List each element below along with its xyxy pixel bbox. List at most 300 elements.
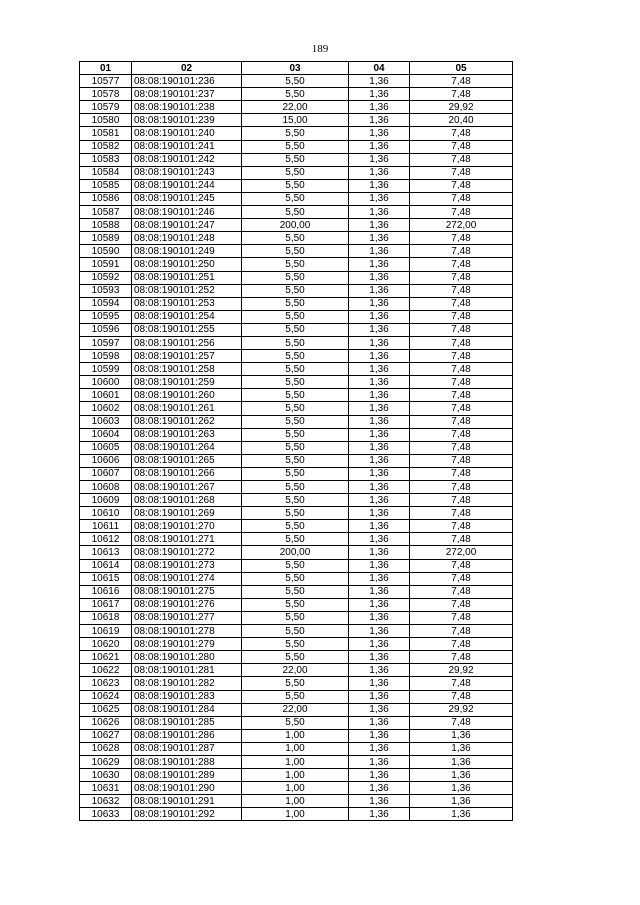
cell-cadastral-id: 08:08:190101:272 bbox=[132, 546, 242, 559]
table-row bbox=[80, 127, 513, 140]
table-row bbox=[80, 245, 513, 258]
cell-number: 10615 bbox=[80, 572, 132, 585]
cell-value-04: 1,36 bbox=[349, 376, 410, 389]
cell-number: 10599 bbox=[80, 363, 132, 376]
cell-cadastral-id: 08:08:190101:258 bbox=[132, 363, 242, 376]
cell-cadastral-id: 08:08:190101:269 bbox=[132, 507, 242, 520]
cell-cadastral-id: 08:08:190101:256 bbox=[132, 336, 242, 349]
cell-value-03: 5,50 bbox=[242, 245, 349, 258]
cell-value-04: 1,36 bbox=[349, 75, 410, 88]
table-row bbox=[80, 323, 513, 336]
cell-value-05: 7,48 bbox=[410, 402, 513, 415]
cell-number: 10627 bbox=[80, 729, 132, 742]
table-row bbox=[80, 533, 513, 546]
cell-cadastral-id: 08:08:190101:262 bbox=[132, 415, 242, 428]
cell-value-05: 7,48 bbox=[410, 284, 513, 297]
cell-value-03: 5,50 bbox=[242, 494, 349, 507]
cell-value-03: 5,50 bbox=[242, 336, 349, 349]
table-row bbox=[80, 114, 513, 127]
cell-value-04: 1,36 bbox=[349, 179, 410, 192]
cell-value-04: 1,36 bbox=[349, 153, 410, 166]
cell-value-03: 200,00 bbox=[242, 219, 349, 232]
cell-value-05: 7,48 bbox=[410, 166, 513, 179]
cell-number: 10631 bbox=[80, 782, 132, 795]
table-row bbox=[80, 507, 513, 520]
cell-value-03: 5,50 bbox=[242, 127, 349, 140]
cell-value-04: 1,36 bbox=[349, 88, 410, 101]
cell-cadastral-id: 08:08:190101:259 bbox=[132, 376, 242, 389]
table-row bbox=[80, 651, 513, 664]
cell-value-04: 1,36 bbox=[349, 101, 410, 114]
table-row bbox=[80, 755, 513, 768]
cell-value-04: 1,36 bbox=[349, 769, 410, 782]
table-row bbox=[80, 742, 513, 755]
table-row bbox=[80, 664, 513, 677]
cell-value-04: 1,36 bbox=[349, 415, 410, 428]
cell-cadastral-id: 08:08:190101:247 bbox=[132, 219, 242, 232]
column-header-02: 02 bbox=[132, 62, 242, 75]
cell-value-05: 7,48 bbox=[410, 88, 513, 101]
cell-value-04: 1,36 bbox=[349, 127, 410, 140]
cell-number: 10614 bbox=[80, 559, 132, 572]
cell-number: 10589 bbox=[80, 232, 132, 245]
cell-cadastral-id: 08:08:190101:241 bbox=[132, 140, 242, 153]
cell-value-05: 7,48 bbox=[410, 585, 513, 598]
cell-value-05: 7,48 bbox=[410, 350, 513, 363]
cell-value-05: 7,48 bbox=[410, 481, 513, 494]
cell-value-03: 22,00 bbox=[242, 101, 349, 114]
cell-number: 10602 bbox=[80, 402, 132, 415]
cell-value-05: 7,48 bbox=[410, 310, 513, 323]
cell-number: 10624 bbox=[80, 690, 132, 703]
table-row bbox=[80, 625, 513, 638]
cell-number: 10613 bbox=[80, 546, 132, 559]
table-row bbox=[80, 232, 513, 245]
cell-cadastral-id: 08:08:190101:277 bbox=[132, 611, 242, 624]
table-row bbox=[80, 638, 513, 651]
cell-number: 10579 bbox=[80, 101, 132, 114]
table-row bbox=[80, 271, 513, 284]
cell-value-05: 7,48 bbox=[410, 533, 513, 546]
cell-cadastral-id: 08:08:190101:276 bbox=[132, 598, 242, 611]
cell-value-04: 1,36 bbox=[349, 297, 410, 310]
cell-cadastral-id: 08:08:190101:250 bbox=[132, 258, 242, 271]
cell-number: 10578 bbox=[80, 88, 132, 101]
cell-number: 10580 bbox=[80, 114, 132, 127]
cell-value-05: 1,36 bbox=[410, 808, 513, 821]
cell-cadastral-id: 08:08:190101:265 bbox=[132, 454, 242, 467]
cell-value-03: 5,50 bbox=[242, 415, 349, 428]
table-row bbox=[80, 310, 513, 323]
cell-value-04: 1,36 bbox=[349, 598, 410, 611]
cell-value-03: 15,00 bbox=[242, 114, 349, 127]
cell-cadastral-id: 08:08:190101:261 bbox=[132, 402, 242, 415]
cell-value-05: 7,48 bbox=[410, 572, 513, 585]
cell-value-03: 5,50 bbox=[242, 585, 349, 598]
cell-number: 10603 bbox=[80, 415, 132, 428]
cell-cadastral-id: 08:08:190101:279 bbox=[132, 638, 242, 651]
cell-value-03: 22,00 bbox=[242, 664, 349, 677]
cell-number: 10617 bbox=[80, 598, 132, 611]
cell-value-05: 7,48 bbox=[410, 520, 513, 533]
cell-value-05: 7,48 bbox=[410, 127, 513, 140]
cell-value-05: 1,36 bbox=[410, 755, 513, 768]
cell-value-05: 7,48 bbox=[410, 245, 513, 258]
cell-value-03: 5,50 bbox=[242, 559, 349, 572]
cell-cadastral-id: 08:08:190101:274 bbox=[132, 572, 242, 585]
table-row bbox=[80, 729, 513, 742]
cell-value-04: 1,36 bbox=[349, 166, 410, 179]
table-row bbox=[80, 206, 513, 219]
cell-value-04: 1,36 bbox=[349, 742, 410, 755]
cell-value-04: 1,36 bbox=[349, 271, 410, 284]
cell-number: 10585 bbox=[80, 179, 132, 192]
table-row bbox=[80, 140, 513, 153]
cell-number: 10605 bbox=[80, 441, 132, 454]
cell-number: 10632 bbox=[80, 795, 132, 808]
cell-cadastral-id: 08:08:190101:254 bbox=[132, 310, 242, 323]
cell-cadastral-id: 08:08:190101:266 bbox=[132, 467, 242, 480]
cell-value-03: 5,50 bbox=[242, 677, 349, 690]
cell-value-03: 5,50 bbox=[242, 572, 349, 585]
cell-value-04: 1,36 bbox=[349, 808, 410, 821]
cell-number: 10594 bbox=[80, 297, 132, 310]
cell-value-05: 7,48 bbox=[410, 507, 513, 520]
cell-number: 10598 bbox=[80, 350, 132, 363]
cell-number: 10581 bbox=[80, 127, 132, 140]
cell-value-05: 272,00 bbox=[410, 546, 513, 559]
table-row bbox=[80, 690, 513, 703]
cell-value-04: 1,36 bbox=[349, 651, 410, 664]
cell-value-03: 5,50 bbox=[242, 297, 349, 310]
cell-cadastral-id: 08:08:190101:263 bbox=[132, 428, 242, 441]
cell-cadastral-id: 08:08:190101:237 bbox=[132, 88, 242, 101]
table-row bbox=[80, 546, 513, 559]
cell-value-04: 1,36 bbox=[349, 402, 410, 415]
cell-value-03: 5,50 bbox=[242, 454, 349, 467]
cell-value-03: 5,50 bbox=[242, 625, 349, 638]
cell-value-04: 1,36 bbox=[349, 533, 410, 546]
cell-number: 10606 bbox=[80, 454, 132, 467]
cell-value-03: 5,50 bbox=[242, 428, 349, 441]
cell-value-03: 5,50 bbox=[242, 690, 349, 703]
cell-number: 10604 bbox=[80, 428, 132, 441]
cell-cadastral-id: 08:08:190101:286 bbox=[132, 729, 242, 742]
cell-value-05: 7,48 bbox=[410, 363, 513, 376]
cell-cadastral-id: 08:08:190101:280 bbox=[132, 651, 242, 664]
cell-number: 10590 bbox=[80, 245, 132, 258]
cell-value-04: 1,36 bbox=[349, 703, 410, 716]
cell-value-05: 7,48 bbox=[410, 638, 513, 651]
table-row bbox=[80, 611, 513, 624]
cell-value-05: 7,48 bbox=[410, 454, 513, 467]
table-row bbox=[80, 494, 513, 507]
cell-number: 10619 bbox=[80, 625, 132, 638]
cell-value-03: 5,50 bbox=[242, 441, 349, 454]
table-row bbox=[80, 179, 513, 192]
cell-value-03: 5,50 bbox=[242, 75, 349, 88]
cell-value-03: 5,50 bbox=[242, 402, 349, 415]
table-row bbox=[80, 350, 513, 363]
cell-value-03: 5,50 bbox=[242, 376, 349, 389]
table-row bbox=[80, 192, 513, 205]
cell-value-03: 5,50 bbox=[242, 153, 349, 166]
cell-value-04: 1,36 bbox=[349, 192, 410, 205]
cell-value-04: 1,36 bbox=[349, 206, 410, 219]
cell-value-03: 5,50 bbox=[242, 192, 349, 205]
cell-cadastral-id: 08:08:190101:249 bbox=[132, 245, 242, 258]
cell-value-04: 1,36 bbox=[349, 428, 410, 441]
cell-cadastral-id: 08:08:190101:246 bbox=[132, 206, 242, 219]
cell-value-03: 1,00 bbox=[242, 808, 349, 821]
cell-cadastral-id: 08:08:190101:248 bbox=[132, 232, 242, 245]
cell-value-03: 1,00 bbox=[242, 769, 349, 782]
cell-value-03: 5,50 bbox=[242, 389, 349, 402]
cell-value-05: 7,48 bbox=[410, 376, 513, 389]
cell-cadastral-id: 08:08:190101:288 bbox=[132, 755, 242, 768]
cell-number: 10583 bbox=[80, 153, 132, 166]
cell-number: 10612 bbox=[80, 533, 132, 546]
cell-value-05: 7,48 bbox=[410, 323, 513, 336]
cell-value-03: 5,50 bbox=[242, 166, 349, 179]
table-row bbox=[80, 677, 513, 690]
cell-cadastral-id: 08:08:190101:257 bbox=[132, 350, 242, 363]
cell-value-03: 5,50 bbox=[242, 179, 349, 192]
cell-value-05: 29,92 bbox=[410, 664, 513, 677]
cell-cadastral-id: 08:08:190101:255 bbox=[132, 323, 242, 336]
cell-value-04: 1,36 bbox=[349, 755, 410, 768]
table-row bbox=[80, 402, 513, 415]
cell-number: 10595 bbox=[80, 310, 132, 323]
cell-cadastral-id: 08:08:190101:252 bbox=[132, 284, 242, 297]
cell-cadastral-id: 08:08:190101:287 bbox=[132, 742, 242, 755]
cell-cadastral-id: 08:08:190101:268 bbox=[132, 494, 242, 507]
cell-value-05: 7,48 bbox=[410, 428, 513, 441]
cell-cadastral-id: 08:08:190101:239 bbox=[132, 114, 242, 127]
cell-value-03: 5,50 bbox=[242, 323, 349, 336]
cell-number: 10597 bbox=[80, 336, 132, 349]
cell-value-04: 1,36 bbox=[349, 585, 410, 598]
cell-cadastral-id: 08:08:190101:242 bbox=[132, 153, 242, 166]
cell-cadastral-id: 08:08:190101:240 bbox=[132, 127, 242, 140]
table-row bbox=[80, 441, 513, 454]
cell-cadastral-id: 08:08:190101:291 bbox=[132, 795, 242, 808]
table-row bbox=[80, 703, 513, 716]
table-row bbox=[80, 808, 513, 821]
cell-value-03: 1,00 bbox=[242, 742, 349, 755]
table-row bbox=[80, 585, 513, 598]
cell-number: 10608 bbox=[80, 481, 132, 494]
cell-value-03: 5,50 bbox=[242, 533, 349, 546]
cell-value-04: 1,36 bbox=[349, 284, 410, 297]
cell-value-04: 1,36 bbox=[349, 441, 410, 454]
cell-value-04: 1,36 bbox=[349, 782, 410, 795]
cell-cadastral-id: 08:08:190101:290 bbox=[132, 782, 242, 795]
cell-value-03: 1,00 bbox=[242, 729, 349, 742]
cell-value-04: 1,36 bbox=[349, 664, 410, 677]
cell-value-04: 1,36 bbox=[349, 245, 410, 258]
cell-cadastral-id: 08:08:190101:281 bbox=[132, 664, 242, 677]
cell-cadastral-id: 08:08:190101:253 bbox=[132, 297, 242, 310]
data-table bbox=[79, 61, 513, 821]
column-header-05: 05 bbox=[410, 62, 513, 75]
cell-number: 10626 bbox=[80, 716, 132, 729]
cell-cadastral-id: 08:08:190101:282 bbox=[132, 677, 242, 690]
cell-cadastral-id: 08:08:190101:251 bbox=[132, 271, 242, 284]
cell-value-05: 7,48 bbox=[410, 258, 513, 271]
table-row bbox=[80, 415, 513, 428]
cell-value-03: 5,50 bbox=[242, 271, 349, 284]
cell-value-04: 1,36 bbox=[349, 232, 410, 245]
table-row bbox=[80, 520, 513, 533]
cell-value-04: 1,36 bbox=[349, 350, 410, 363]
cell-value-05: 7,48 bbox=[410, 494, 513, 507]
cell-cadastral-id: 08:08:190101:270 bbox=[132, 520, 242, 533]
cell-value-04: 1,36 bbox=[349, 494, 410, 507]
cell-value-05: 7,48 bbox=[410, 153, 513, 166]
cell-value-03: 5,50 bbox=[242, 467, 349, 480]
cell-cadastral-id: 08:08:190101:278 bbox=[132, 625, 242, 638]
cell-number: 10618 bbox=[80, 611, 132, 624]
cell-value-03: 5,50 bbox=[242, 284, 349, 297]
cell-value-03: 5,50 bbox=[242, 520, 349, 533]
cell-value-03: 1,00 bbox=[242, 782, 349, 795]
cell-value-04: 1,36 bbox=[349, 323, 410, 336]
cell-value-05: 7,48 bbox=[410, 467, 513, 480]
cell-number: 10577 bbox=[80, 75, 132, 88]
cell-value-03: 5,50 bbox=[242, 206, 349, 219]
cell-cadastral-id: 08:08:190101:264 bbox=[132, 441, 242, 454]
cell-value-04: 1,36 bbox=[349, 219, 410, 232]
cell-value-05: 7,48 bbox=[410, 336, 513, 349]
table-row bbox=[80, 88, 513, 101]
cell-value-05: 7,48 bbox=[410, 75, 513, 88]
table-row bbox=[80, 297, 513, 310]
cell-number: 10591 bbox=[80, 258, 132, 271]
table-row bbox=[80, 153, 513, 166]
cell-value-03: 5,50 bbox=[242, 598, 349, 611]
cell-number: 10622 bbox=[80, 664, 132, 677]
cell-cadastral-id: 08:08:190101:275 bbox=[132, 585, 242, 598]
cell-value-05: 7,48 bbox=[410, 192, 513, 205]
cell-value-05: 1,36 bbox=[410, 742, 513, 755]
cell-value-05: 1,36 bbox=[410, 782, 513, 795]
cell-cadastral-id: 08:08:190101:243 bbox=[132, 166, 242, 179]
cell-cadastral-id: 08:08:190101:245 bbox=[132, 192, 242, 205]
table-row bbox=[80, 716, 513, 729]
cell-value-04: 1,36 bbox=[349, 625, 410, 638]
cell-number: 10607 bbox=[80, 467, 132, 480]
cell-value-03: 5,50 bbox=[242, 363, 349, 376]
cell-number: 10593 bbox=[80, 284, 132, 297]
table-header-row bbox=[80, 62, 513, 75]
cell-value-04: 1,36 bbox=[349, 258, 410, 271]
table-row bbox=[80, 363, 513, 376]
cell-value-04: 1,36 bbox=[349, 481, 410, 494]
cell-value-05: 7,48 bbox=[410, 716, 513, 729]
table-row bbox=[80, 795, 513, 808]
cell-value-05: 7,48 bbox=[410, 232, 513, 245]
cell-value-03: 5,50 bbox=[242, 232, 349, 245]
table-row bbox=[80, 258, 513, 271]
cell-value-05: 1,36 bbox=[410, 795, 513, 808]
table-row bbox=[80, 598, 513, 611]
cell-number: 10616 bbox=[80, 585, 132, 598]
cell-value-04: 1,36 bbox=[349, 638, 410, 651]
cell-value-04: 1,36 bbox=[349, 310, 410, 323]
column-header-04: 04 bbox=[349, 62, 410, 75]
cell-value-04: 1,36 bbox=[349, 336, 410, 349]
cell-number: 10596 bbox=[80, 323, 132, 336]
cell-value-03: 5,50 bbox=[242, 507, 349, 520]
cell-cadastral-id: 08:08:190101:260 bbox=[132, 389, 242, 402]
cell-number: 10628 bbox=[80, 742, 132, 755]
table-row bbox=[80, 782, 513, 795]
table-row bbox=[80, 454, 513, 467]
cell-value-05: 272,00 bbox=[410, 219, 513, 232]
page-number: 189 bbox=[311, 43, 329, 55]
cell-number: 10630 bbox=[80, 769, 132, 782]
cell-number: 10592 bbox=[80, 271, 132, 284]
cell-value-05: 20,40 bbox=[410, 114, 513, 127]
table-row bbox=[80, 284, 513, 297]
cell-value-05: 7,48 bbox=[410, 179, 513, 192]
cell-value-05: 1,36 bbox=[410, 769, 513, 782]
cell-value-05: 7,48 bbox=[410, 559, 513, 572]
cell-number: 10620 bbox=[80, 638, 132, 651]
cell-value-05: 7,48 bbox=[410, 140, 513, 153]
cell-cadastral-id: 08:08:190101:271 bbox=[132, 533, 242, 546]
cell-number: 10588 bbox=[80, 219, 132, 232]
cell-number: 10587 bbox=[80, 206, 132, 219]
cell-cadastral-id: 08:08:190101:289 bbox=[132, 769, 242, 782]
table-row bbox=[80, 467, 513, 480]
cell-value-05: 29,92 bbox=[410, 101, 513, 114]
cell-value-03: 200,00 bbox=[242, 546, 349, 559]
cell-value-04: 1,36 bbox=[349, 729, 410, 742]
cell-number: 10625 bbox=[80, 703, 132, 716]
cell-number: 10623 bbox=[80, 677, 132, 690]
cell-value-05: 29,92 bbox=[410, 703, 513, 716]
cell-number: 10586 bbox=[80, 192, 132, 205]
table-row bbox=[80, 376, 513, 389]
cell-number: 10584 bbox=[80, 166, 132, 179]
cell-value-03: 5,50 bbox=[242, 611, 349, 624]
cell-value-03: 5,50 bbox=[242, 140, 349, 153]
cell-value-03: 22,00 bbox=[242, 703, 349, 716]
cell-value-05: 7,48 bbox=[410, 297, 513, 310]
cell-value-04: 1,36 bbox=[349, 454, 410, 467]
cell-number: 10611 bbox=[80, 520, 132, 533]
cell-cadastral-id: 08:08:190101:284 bbox=[132, 703, 242, 716]
table-row bbox=[80, 481, 513, 494]
cell-cadastral-id: 08:08:190101:244 bbox=[132, 179, 242, 192]
cell-value-03: 1,00 bbox=[242, 755, 349, 768]
table-row bbox=[80, 769, 513, 782]
cell-value-04: 1,36 bbox=[349, 559, 410, 572]
cell-value-05: 7,48 bbox=[410, 271, 513, 284]
table-row bbox=[80, 101, 513, 114]
cell-value-04: 1,36 bbox=[349, 520, 410, 533]
cell-value-03: 1,00 bbox=[242, 795, 349, 808]
cell-number: 10621 bbox=[80, 651, 132, 664]
cell-value-04: 1,36 bbox=[349, 611, 410, 624]
cell-value-03: 5,50 bbox=[242, 651, 349, 664]
cell-cadastral-id: 08:08:190101:292 bbox=[132, 808, 242, 821]
cell-number: 10633 bbox=[80, 808, 132, 821]
cell-value-04: 1,36 bbox=[349, 114, 410, 127]
cell-value-03: 5,50 bbox=[242, 88, 349, 101]
